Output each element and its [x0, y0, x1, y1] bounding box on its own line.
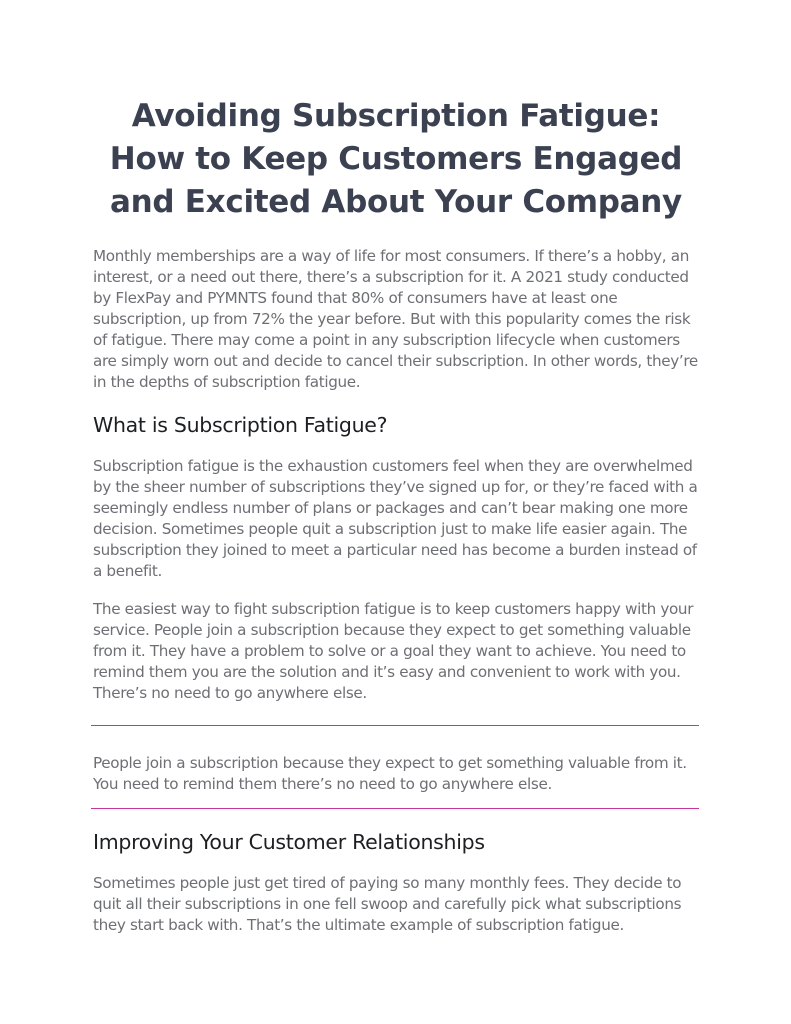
- pull-quote-bottom-divider: [91, 808, 699, 809]
- article: [93, 95, 699, 936]
- article-title: Avoiding Subscription Fatigue: How to Keep Customers Engaged and Excited About Your Company: [109, 98, 683, 220]
- section-heading-what-is-fatigue: What is Subscription Fatigue?: [93, 413, 388, 437]
- intro-paragraph: Monthly memberships are a way of life for most consumers. If there’s a hobby, an interest, or a need out there, there’s a subscription for it. A 2021 study conducted by FlexPay and PYMNTS found that 80% of consumers have at least one subscription, up from 72% the year before. But with this popularity comes the risk of fatigue. There may come a point in any subscription lifecycle when customers are simply worn out and decide to cancel their subscription. In other words, they’re in the depths of subscription fatigue.: [93, 247, 698, 391]
- section1-paragraph-2: The easiest way to fight subscription fatigue is to keep customers happy with your service. People join a subscription because they expect to get something valuable from it. They have a problem to solve or a goal they want to achieve. You need to remind them you are the solution and it’s easy and convenient to work with you. There’s no need to go anywhere else.: [93, 600, 694, 702]
- pull-quote: People join a subscription because they expect to get something valuable from it. You need to remind them there’s no need to go anywhere else.: [93, 754, 687, 793]
- pull-quote-top-divider: [91, 725, 699, 726]
- section2-paragraph-1: Sometimes people just get tired of paying so many monthly fees. They decide to quit all their subscriptions in one fell swoop and carefully pick what subscriptions they start back with. That’s the ultimate example of subscription fatigue.: [93, 874, 682, 934]
- section1-paragraph-1: Subscription fatigue is the exhaustion customers feel when they are overwhelmed by the sheer number of subscriptions they’ve signed up for, or they’re faced with a seemingly endless number of plans or packages and can’t bear making one more decision. Sometimes people quit a subscription just to make life easier again. The subscription they joined to meet a particular need has become a burden instead of a benefit.: [93, 457, 698, 580]
- section-heading-improving-relationships: Improving Your Customer Relationships: [93, 830, 485, 854]
